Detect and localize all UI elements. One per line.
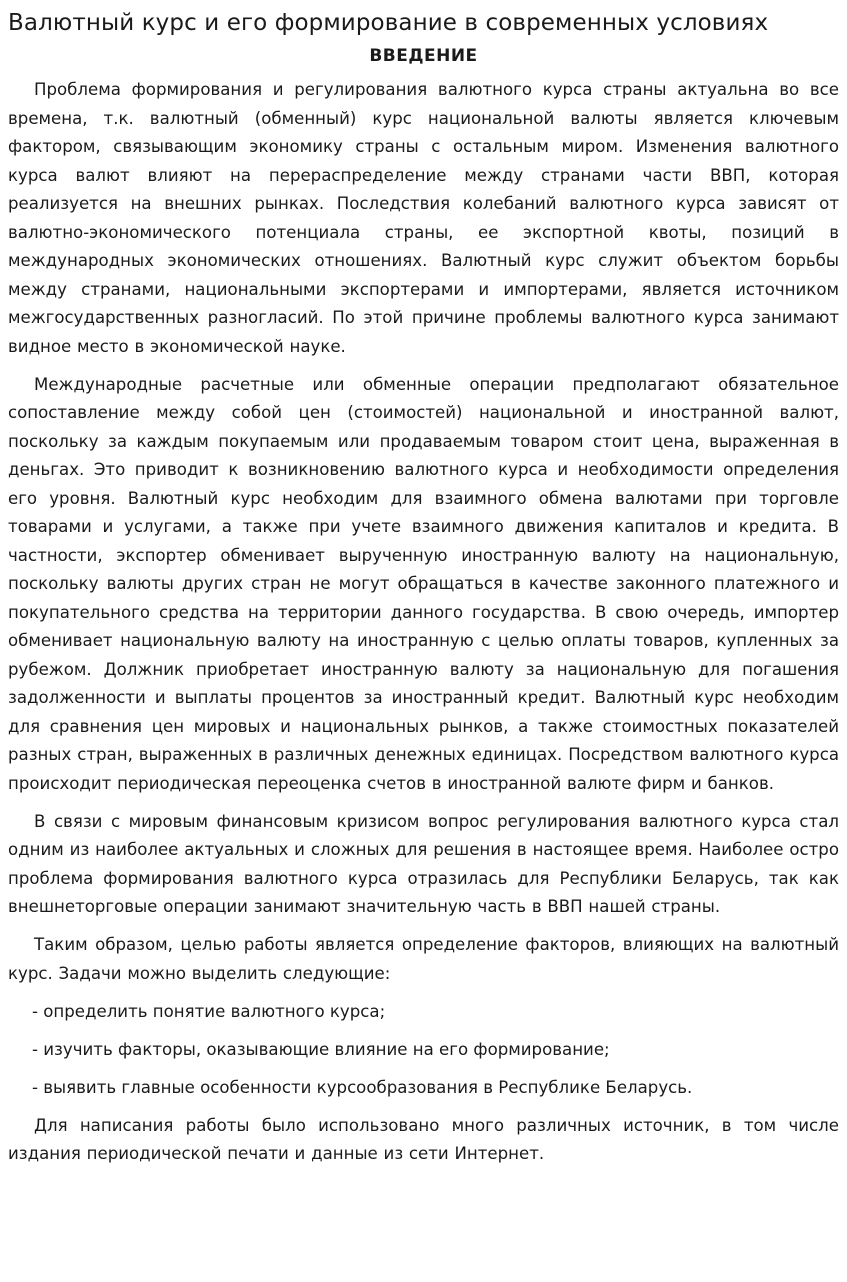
paragraph-international-operations: Международные расчетные или обменные операции предполагают обязательное сопоставление между собой цен (стоимостей) национальной и иностранной валют, поскольку за каждым покупаемым или продаваемым товаром стоит цена, выраженная в деньгах. Это приводит к возникновению валютного курса и необходимости определения его уровня. Валютный курс необходим для взаимного обмена валютами при торговле товарами и услугами, а также при учете взаимного движения капиталов и кредита. В частности, экспортер обменивает вырученную иностранную валюту на национальную, поскольку валюты других стран не могут обращаться в качестве законного платежного и покупательного средства на территории данного государства. В свою очередь, импортер обменивает национальную валюту на иностранную с целью оплаты товаров, купленных за рубежом. Должник приобретает иностранную валюту за национальную для погашения задолженности и выплаты процентов за иностранный кредит. Валютный курс необходим для сравнения цен мировых и национальных рынков, а также стоимостных показателей разных стран, выраженных в различных денежных единицах. Посредством валютного курса происходит периодическая переоценка счетов в иностранной валюте фирм и банков.	[8, 374, 839, 793]
paragraph-problem-statement: Проблема формирования и регулирования валютного курса страны актуальна во все времена, т.к. валютный (обменный) курс национальной валюты является ключевым фактором, связывающим экономику страны с остальным миром. Изменения валютного курса валют влияют на перераспределение между странами части ВВП, которая реализуется на внешних рынках. Последствия колебаний валютного курса зависят от валютно-экономического потенциала страны, ее экспортной квоты, позиций в международных экономических отношениях. Валютный курс служит объектом борьбы между странами, национальными экспортерами и импортерами, является источником межгосударственных разногласий. По этой причине проблемы валютного курса занимают видное место в экономической науке.	[8, 80, 839, 356]
task-list-item: - изучить факторы, оказывающие влияние на его формирование;	[32, 1039, 610, 1059]
section-heading-introduction: ВВЕДЕНИЕ	[369, 46, 478, 66]
paragraph-sources: Для написания работы было использовано много различных источник, в том числе издания периодической печати и данные из сети Интернет.	[8, 1115, 839, 1163]
document-title: Валютный курс и его формирование в современных условиях	[8, 10, 769, 36]
paragraph-goal: Таким образом, целью работы является определение факторов, влияющих на валютный курс. Задачи можно выделить следующие:	[8, 935, 839, 983]
task-list-item: - определить понятие валютного курса;	[32, 1001, 386, 1021]
task-list-item: - выявить главные особенности курсообразования в Республике Беларусь.	[32, 1077, 693, 1097]
paragraph-financial-crisis: В связи с мировым финансовым кризисом вопрос регулирования валютного курса стал одним из наиболее актуальных и сложных для решения в настоящее время. Наиболее остро проблема формирования валютного курса отразилась для Республики Беларусь, так как внешнеторговые операции занимают значительную часть в ВВП нашей страны.	[8, 811, 839, 916]
